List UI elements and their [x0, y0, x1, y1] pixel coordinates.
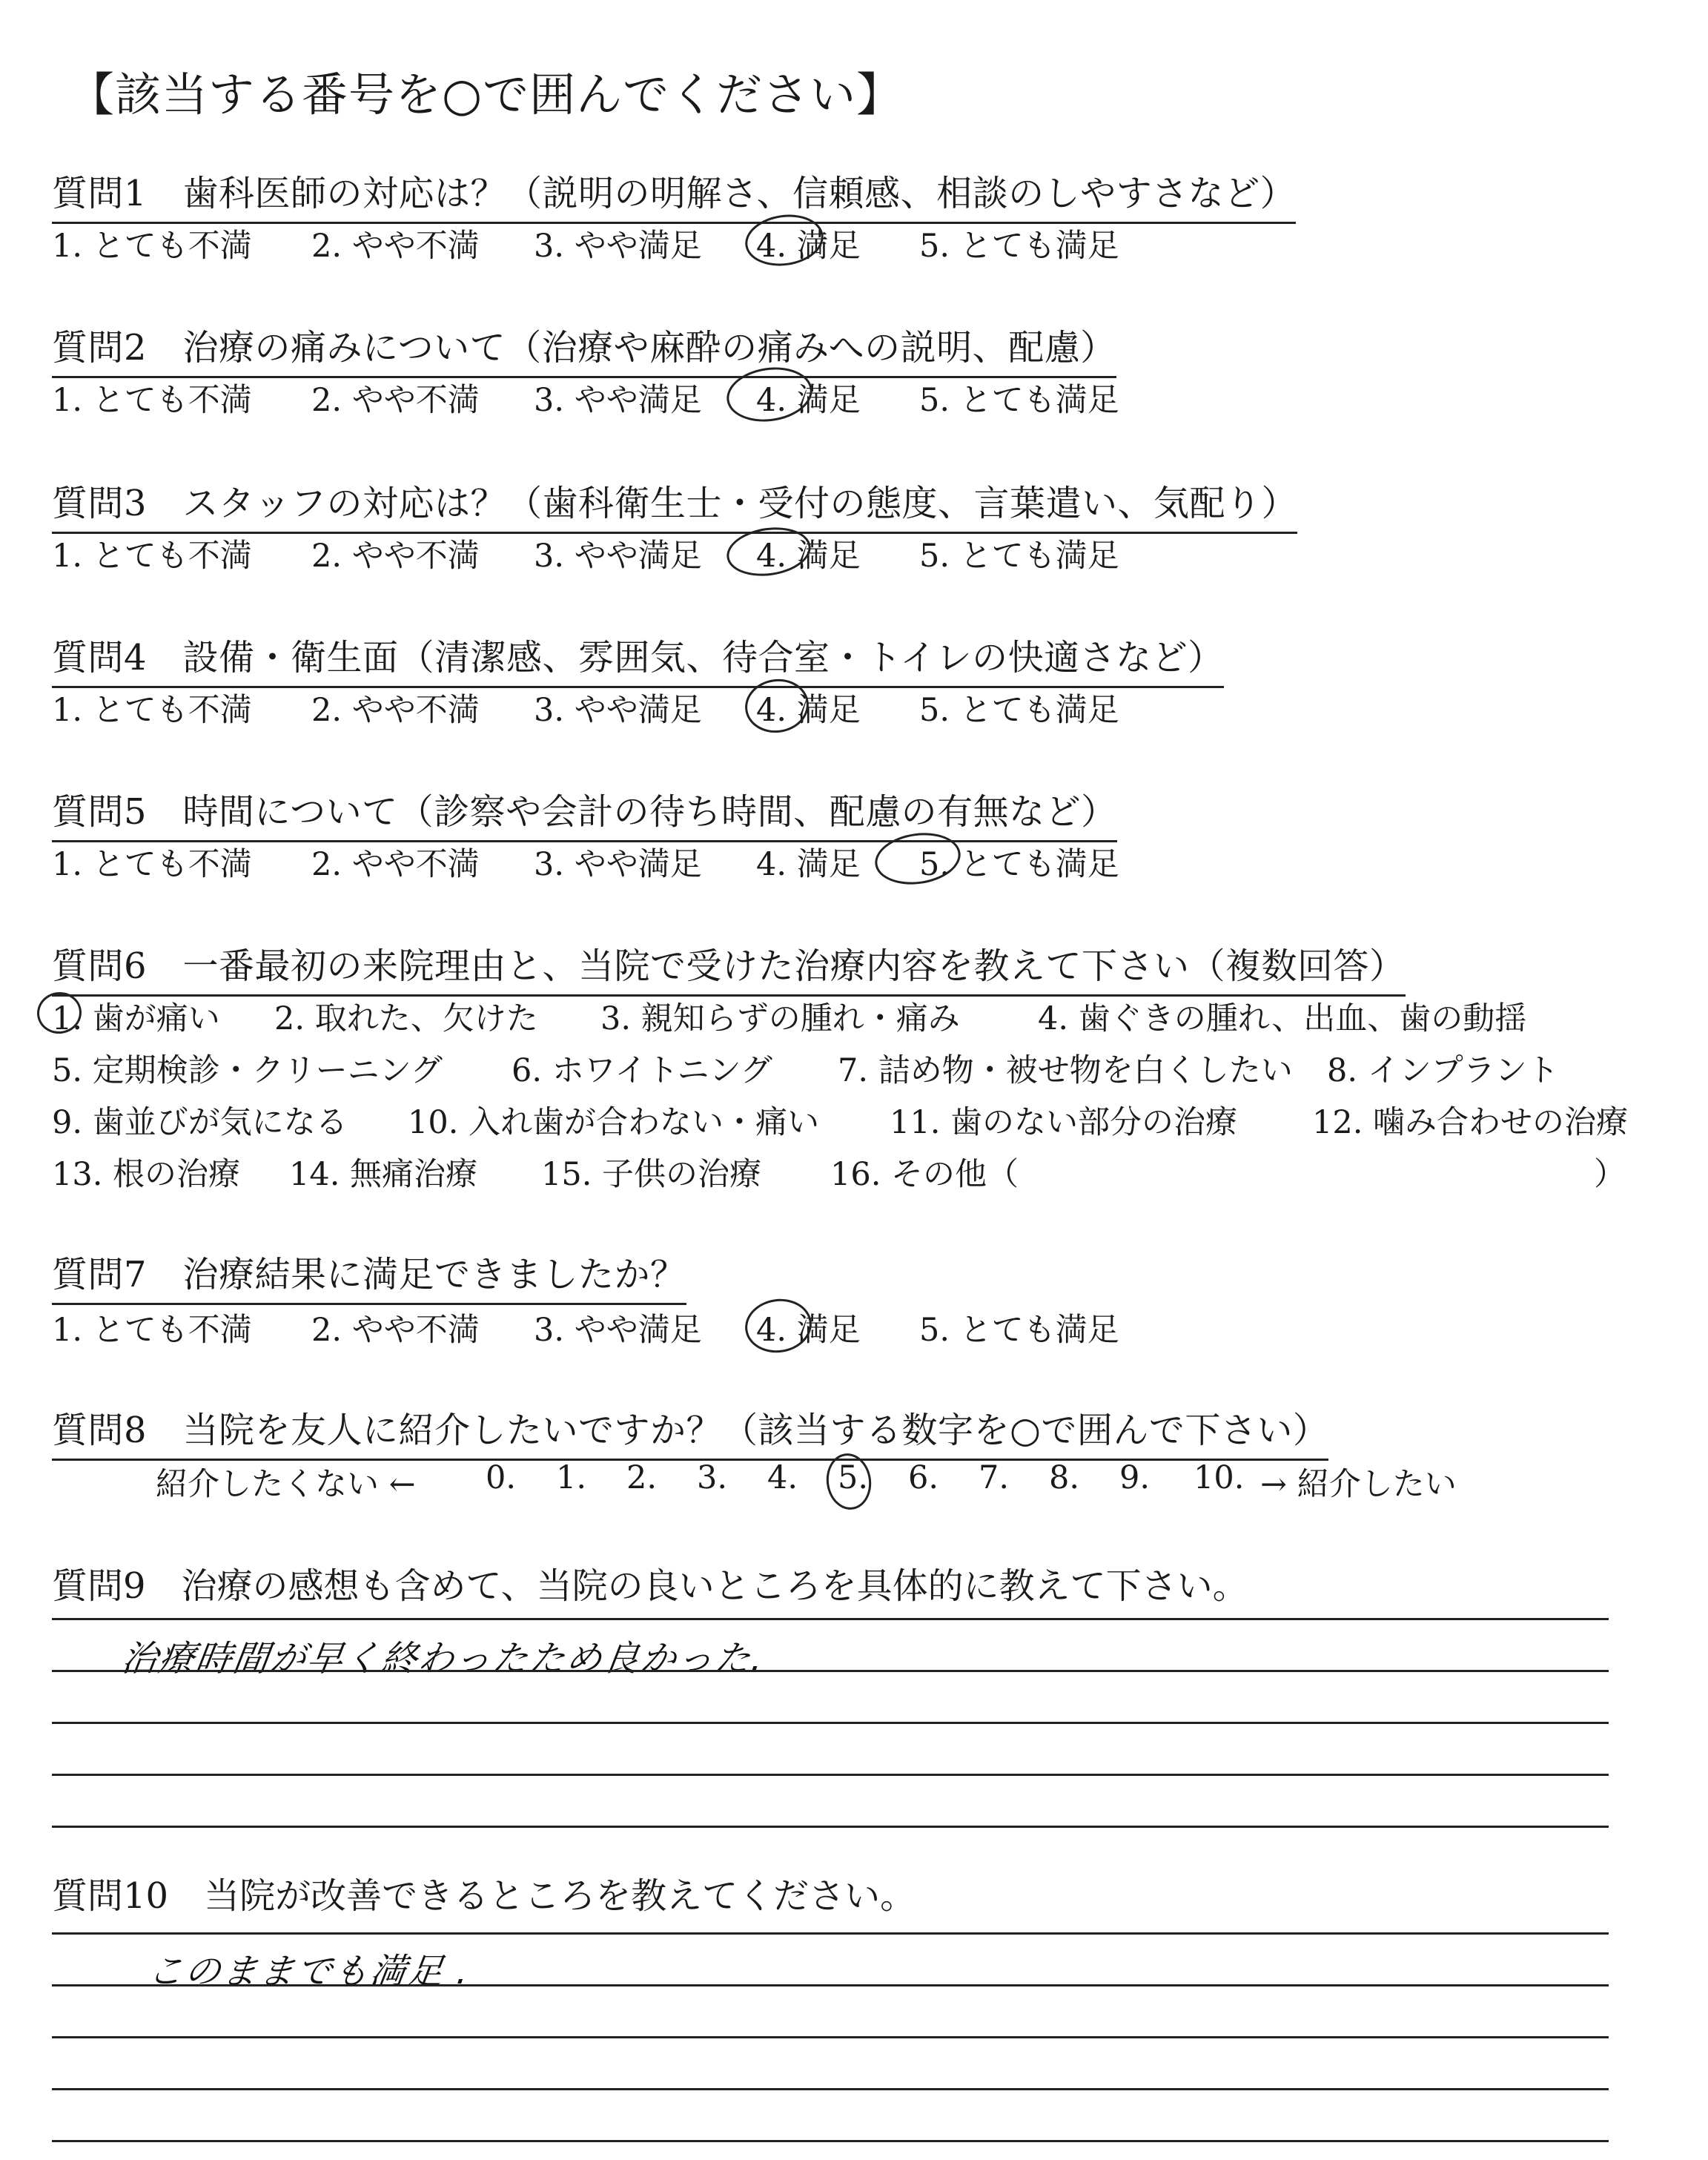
- q7-option-3[interactable]: 3. やや満足: [534, 1312, 702, 1349]
- q8-number-0[interactable]: 0.: [486, 1459, 517, 1496]
- q1-options: [52, 221, 1238, 265]
- q6-option-15[interactable]: 15. 子供の治療: [541, 1156, 762, 1193]
- q6-option-8[interactable]: 8. インプラント: [1327, 1052, 1559, 1089]
- q4-option-3[interactable]: 3. やや満足: [534, 692, 702, 729]
- q5-title: 質問5 時間について（診察や会計の待ち時間、配慮の有無など）: [52, 783, 1117, 842]
- q9-line-2: [52, 1670, 1609, 1672]
- q8-number-7[interactable]: 7.: [979, 1459, 1010, 1496]
- q4-option-1[interactable]: 1. とても不満: [52, 692, 252, 729]
- q9-line-3: [52, 1722, 1609, 1724]
- q9-line-5: [52, 1826, 1609, 1828]
- q7-option-2[interactable]: 2. やや不満: [311, 1312, 480, 1349]
- q3-option-5[interactable]: 5. とても満足: [919, 538, 1119, 575]
- page-heading: 【該当する番号を○で囲んでください】: [68, 67, 904, 122]
- q7-option-1[interactable]: 1. とても不満: [52, 1312, 252, 1349]
- q1-option-2[interactable]: 2. やや不満: [311, 228, 480, 265]
- q4-options: [52, 685, 1238, 730]
- q3-option-4[interactable]: 4. 満足: [756, 538, 861, 575]
- q6-option-9[interactable]: 9. 歯並びが気になる: [52, 1104, 348, 1141]
- q8-number-6[interactable]: 6.: [908, 1459, 939, 1496]
- q4-option-2[interactable]: 2. やや不満: [311, 692, 480, 729]
- q9-line-4: [52, 1774, 1609, 1776]
- q6-row-2: [52, 1046, 1646, 1090]
- q8-number-5[interactable]: 5.: [838, 1459, 869, 1496]
- q6-option-5[interactable]: 5. 定期検診・クリーニング: [52, 1052, 443, 1089]
- q5-option-3[interactable]: 3. やや満足: [534, 846, 702, 883]
- q4-option-4[interactable]: 4. 満足: [756, 692, 861, 729]
- q10-line-2: [52, 1984, 1609, 1986]
- q2-option-2[interactable]: 2. やや不満: [311, 382, 480, 419]
- q8-number-8[interactable]: 8.: [1049, 1459, 1080, 1496]
- q6-option-12[interactable]: 12. 噛み合わせの治療: [1312, 1104, 1629, 1141]
- q6-option-7[interactable]: 7. 詰め物・被せ物を白くしたい: [838, 1052, 1293, 1089]
- q6-option-2[interactable]: 2. 取れた、欠けた: [274, 1000, 538, 1037]
- q6-row-3: [52, 1097, 1646, 1142]
- q3-option-1[interactable]: 1. とても不満: [52, 538, 252, 575]
- q10-line-4: [52, 2088, 1609, 2090]
- q6-option-6[interactable]: 6. ホワイトニング: [512, 1052, 772, 1089]
- q1-option-3[interactable]: 3. やや満足: [534, 228, 702, 265]
- q6-option-4[interactable]: 4. 歯ぐきの腫れ、出血、歯の動揺: [1038, 1000, 1527, 1037]
- q7-title: 質問7 治療結果に満足できましたか？: [52, 1246, 686, 1305]
- q8-right-label: → 紹介したい: [1260, 1466, 1457, 1503]
- q2-option-1[interactable]: 1. とても不満: [52, 382, 252, 419]
- q2-options: [52, 375, 1238, 420]
- q9-title: 質問9 治療の感想も含めて、当院の良いところを具体的に教えて下さい。: [52, 1565, 1248, 1607]
- q10-line-3: [52, 2036, 1609, 2038]
- q6-option-10[interactable]: 10. 入れ歯が合わない・痛い: [408, 1104, 820, 1141]
- q8-title: 質問8 当院を友人に紹介したいですか？（該当する数字を○で囲んで下さい）: [52, 1401, 1328, 1461]
- q9-answer[interactable]: 治療時間が早く終わったため良かった.: [119, 1638, 768, 1680]
- q6-row-1: [52, 994, 1646, 1038]
- q1-option-1[interactable]: 1. とても不満: [52, 228, 252, 265]
- q1-option-4[interactable]: 4. 満足: [756, 228, 861, 265]
- q5-options: [52, 839, 1238, 884]
- q6-option-1[interactable]: 1. 歯が痛い: [52, 1000, 220, 1037]
- q10-line-1: [52, 1932, 1609, 1935]
- q8-scale: [156, 1459, 1490, 1504]
- q2-title: 質問2 治療の痛みについて（治療や麻酔の痛みへの説明、配慮）: [52, 319, 1116, 378]
- q1-option-5[interactable]: 5. とても満足: [919, 228, 1119, 265]
- q8-number-3[interactable]: 3.: [697, 1459, 728, 1496]
- q3-title: 質問3 スタッフの対応は？（歯科衛生士・受付の態度、言葉遣い、気配り）: [52, 475, 1297, 534]
- q6-row-4: [52, 1149, 1646, 1194]
- q8-number-10[interactable]: 10.: [1194, 1459, 1245, 1496]
- q2-option-3[interactable]: 3. やや満足: [534, 382, 702, 419]
- q8-number-1[interactable]: 1.: [556, 1459, 587, 1496]
- q5-option-4[interactable]: 4. 満足: [756, 846, 861, 883]
- q5-option-2[interactable]: 2. やや不満: [311, 846, 480, 883]
- q7-option-5[interactable]: 5. とても満足: [919, 1312, 1119, 1349]
- q3-option-3[interactable]: 3. やや満足: [534, 538, 702, 575]
- q8-number-4[interactable]: 4.: [767, 1459, 798, 1496]
- q6-option-14[interactable]: 14. 無痛治療: [289, 1156, 478, 1193]
- q6-option-3[interactable]: 3. 親知らずの腫れ・痛み: [600, 1000, 960, 1037]
- q8-number-2[interactable]: 2.: [626, 1459, 658, 1496]
- q3-options: [52, 531, 1238, 575]
- q10-title: 質問10 当院が改善できるところを教えてください。: [52, 1875, 916, 1917]
- q3-option-2[interactable]: 2. やや不満: [311, 538, 480, 575]
- q5-option-5[interactable]: 5. とても満足: [919, 846, 1119, 883]
- q7-options: [52, 1305, 1238, 1350]
- q7-option-4[interactable]: 4. 満足: [756, 1312, 861, 1349]
- q2-option-4[interactable]: 4. 満足: [756, 382, 861, 419]
- q10-line-5: [52, 2140, 1609, 2142]
- q8-number-9[interactable]: 9.: [1119, 1459, 1151, 1496]
- q6-other-close-paren: ）: [1594, 1156, 1626, 1193]
- q10-answer[interactable]: このままでも満足 .: [145, 1951, 473, 1992]
- q1-title: 質問1 歯科医師の対応は？（説明の明解さ、信頼感、相談のしやすさなど）: [52, 165, 1296, 224]
- q5-option-1[interactable]: 1. とても不満: [52, 846, 252, 883]
- q6-title: 質問6 一番最初の来院理由と、当院で受けた治療内容を教えて下さい（複数回答）: [52, 937, 1406, 997]
- q8-left-label: 紹介したくない ←: [156, 1466, 416, 1503]
- q4-option-5[interactable]: 5. とても満足: [919, 692, 1119, 729]
- q2-option-5[interactable]: 5. とても満足: [919, 382, 1119, 419]
- q6-option-16[interactable]: 16. その他（: [830, 1156, 1019, 1193]
- q4-title: 質問4 設備・衛生面（清潔感、雰囲気、待合室・トイレの快適さなど）: [52, 629, 1224, 688]
- q6-option-13[interactable]: 13. 根の治療: [52, 1156, 241, 1193]
- q6-option-11[interactable]: 11. 歯のない部分の治療: [890, 1104, 1238, 1141]
- q9-line-1: [52, 1618, 1609, 1620]
